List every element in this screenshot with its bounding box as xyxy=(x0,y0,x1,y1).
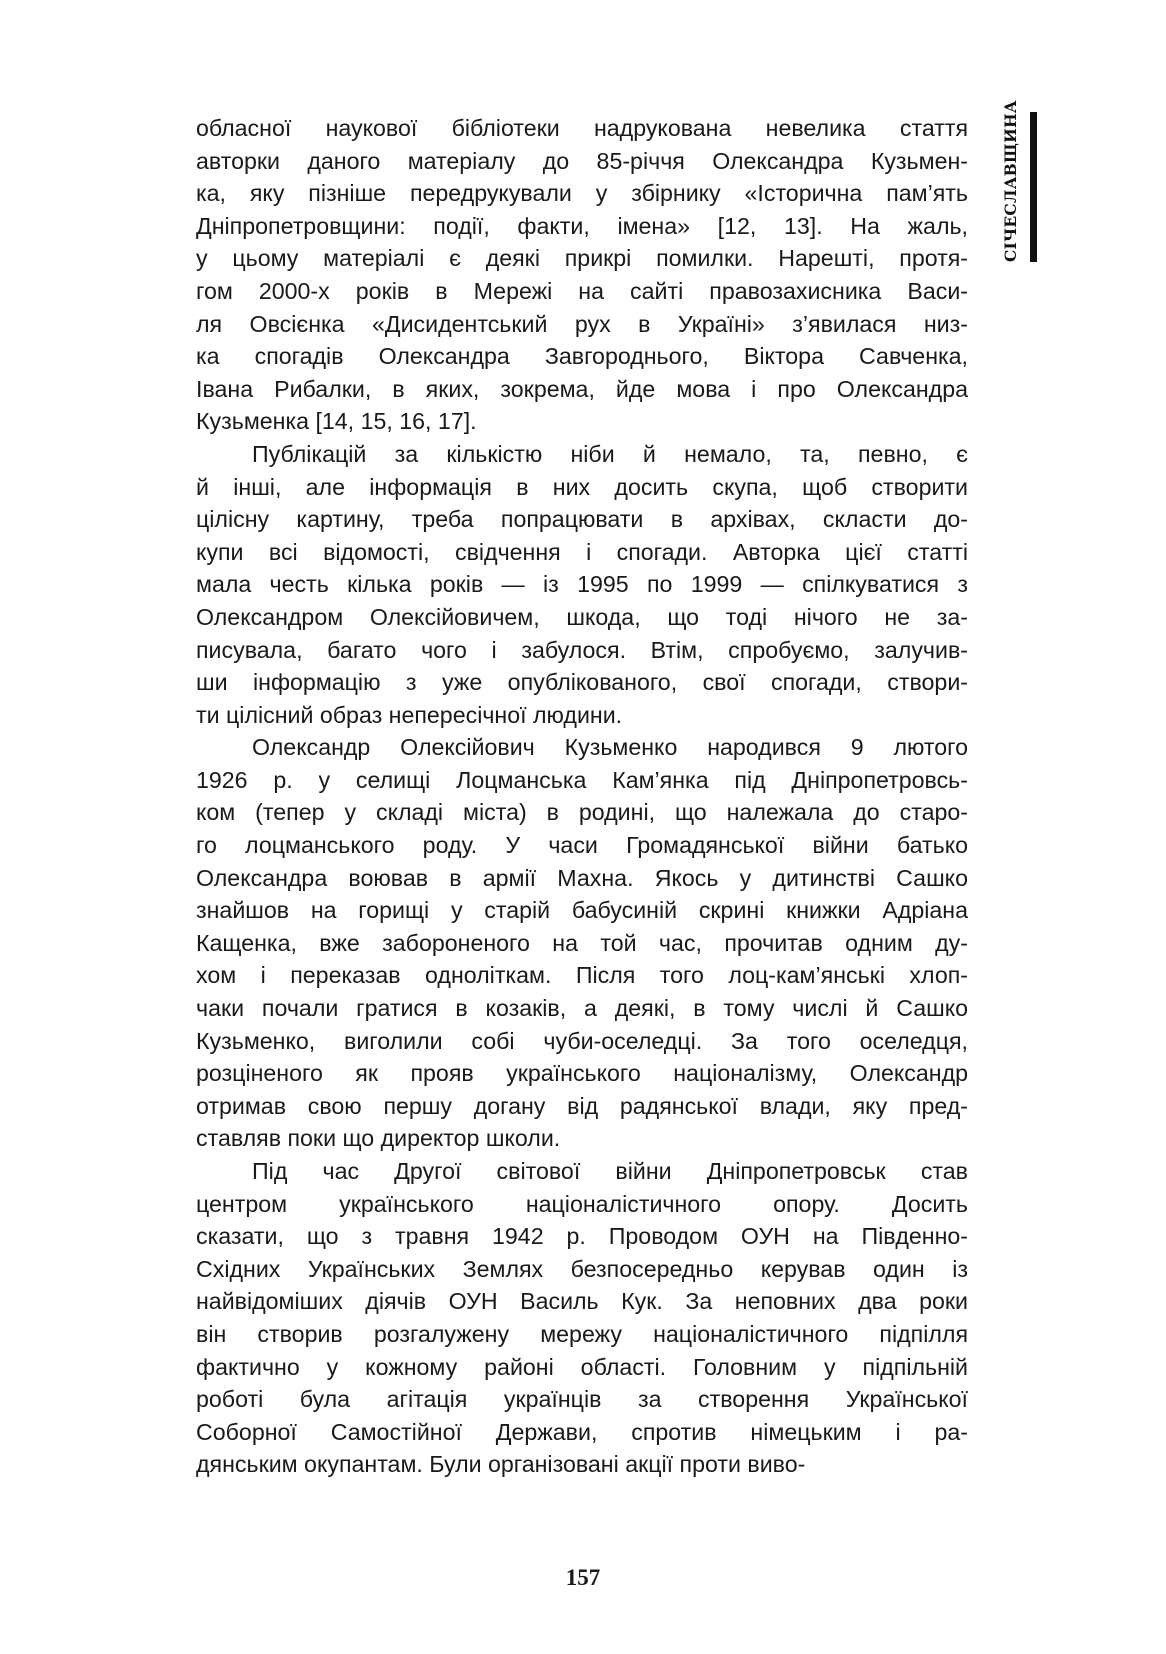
text-line: гом 2000-х років в Мережі на сайті правозахисника Васи- xyxy=(196,277,968,304)
text-line: купи всі відомості, свідчення і спогади. Авторка цієї статті xyxy=(196,538,968,565)
text-line: Олександром Олексійовичем, шкода, що тоді нічого не за- xyxy=(196,603,968,630)
text-line: писувала, багато чого і забулося. Втім, спробуємо, залучив- xyxy=(196,636,968,663)
text-line: сказати, що з травня 1942 р. Проводом ОУН на Південно- xyxy=(196,1223,968,1250)
text-line: Соборної Самостійної Держави, спротив німецьким і ра- xyxy=(196,1418,968,1445)
text-line: чаки почали гратися в козаків, а деякі, в тому числі й Сашко xyxy=(196,995,968,1022)
text-line: Олександра воював в армії Махна. Якось у дитинстві Сашко xyxy=(196,864,968,891)
text-line: ставляв поки що директор школи. xyxy=(196,1125,561,1152)
text-line: знайшов на горищі у старій бабусиній скрині книжки Адріана xyxy=(196,897,968,924)
paragraph xyxy=(196,1155,968,1481)
text-line: дянським окупантам. Були організовані акції проти виво- xyxy=(196,1451,806,1478)
text-line: найвідоміших діячів ОУН Василь Кук. За неповних два роки xyxy=(196,1288,968,1315)
text-line: у цьому матеріалі є деякі прикрі помилки. Нарешті, протя- xyxy=(196,245,968,272)
sidebar-logo xyxy=(996,100,1044,262)
article-body xyxy=(196,112,968,1481)
text-line: Дніпропетровщини: події, факти, імена» [12, 13]. На жаль, xyxy=(196,212,968,239)
paragraph xyxy=(196,112,968,438)
text-line: хом і переказав одноліткам. Після того лоц-кам’янські хлоп- xyxy=(196,962,968,989)
text-line: Кузьменка [14, 15, 16, 17]. xyxy=(196,408,477,435)
text-line: ка спогадів Олександра Завгороднього, Віктора Савченка, xyxy=(196,343,968,370)
text-line: Східних Українських Землях безпосередньо керував один із xyxy=(196,1255,968,1282)
text-line: фактично у кожному районі області. Головним у підпільній xyxy=(196,1353,968,1380)
text-line: отримав свою першу догану від радянської влади, яку пред- xyxy=(196,1092,968,1119)
paragraph xyxy=(196,731,968,1155)
text-line: мала честь кілька років — із 1995 по 1999 — спілкуватися з xyxy=(196,571,968,598)
logo-bar xyxy=(1030,112,1037,262)
text-line: ком (тепер у складі міста) в родині, що належала до старо- xyxy=(196,799,968,826)
paragraph xyxy=(196,438,968,731)
text-line: Публікацій за кількістю ніби й немало, та, певно, є xyxy=(252,440,968,467)
text-line: ши інформацію з уже опублікованого, свої спогади, створи- xyxy=(196,669,968,696)
text-line: 1926 р. у селищі Лоцманська Кам’янка під Дніпропетровсь- xyxy=(196,766,968,793)
text-line: Кащенка, вже забороненого на той час, прочитав одним ду- xyxy=(196,929,968,956)
text-line: ка, яку пізніше передрукували у збірнику «Історична пам’ять xyxy=(196,180,968,207)
text-line: Івана Рибалки, в яких, зокрема, йде мова і про Олександра xyxy=(196,375,968,402)
text-line: Під час Другої світової війни Дніпропетровськ став xyxy=(252,1158,968,1184)
text-line: центром українського націоналістичного опору. Досить xyxy=(196,1190,968,1217)
text-line: цілісну картину, треба попрацювати в архівах, скласти до- xyxy=(196,506,968,533)
text-line: го лоцманського роду. У часи Громадянської війни батько xyxy=(196,832,968,859)
logo-text: СІЧЕСЛАВЩИНА xyxy=(1001,100,1020,262)
text-line: розціненого як прояв українського націоналізму, Олександр xyxy=(196,1060,968,1087)
text-line: обласної наукової бібліотеки надрукована невелика стаття xyxy=(196,115,968,141)
text-line: роботі була агітація українців за створення Української xyxy=(196,1386,968,1413)
text-line: Олександр Олексійович Кузьменко народився 9 лютого xyxy=(252,734,968,761)
text-line: й інші, але інформація в них досить скупа, щоб створити xyxy=(196,473,968,500)
text-line: він створив розгалужену мережу націоналістичного підпілля xyxy=(196,1320,968,1347)
page-number: 157 xyxy=(565,1565,601,1590)
text-line: авторки даного матеріалу до 85-річчя Олександра Кузьмен- xyxy=(196,147,968,174)
text-line: ти цілісний образ непересічної людини. xyxy=(196,701,623,728)
text-line: Кузьменко, виголили собі чуби-оселедці. За того оселедця, xyxy=(196,1027,968,1054)
text-line: ля Овсієнка «Дисидентський рух в Україні» з’явилася низ- xyxy=(196,310,968,337)
